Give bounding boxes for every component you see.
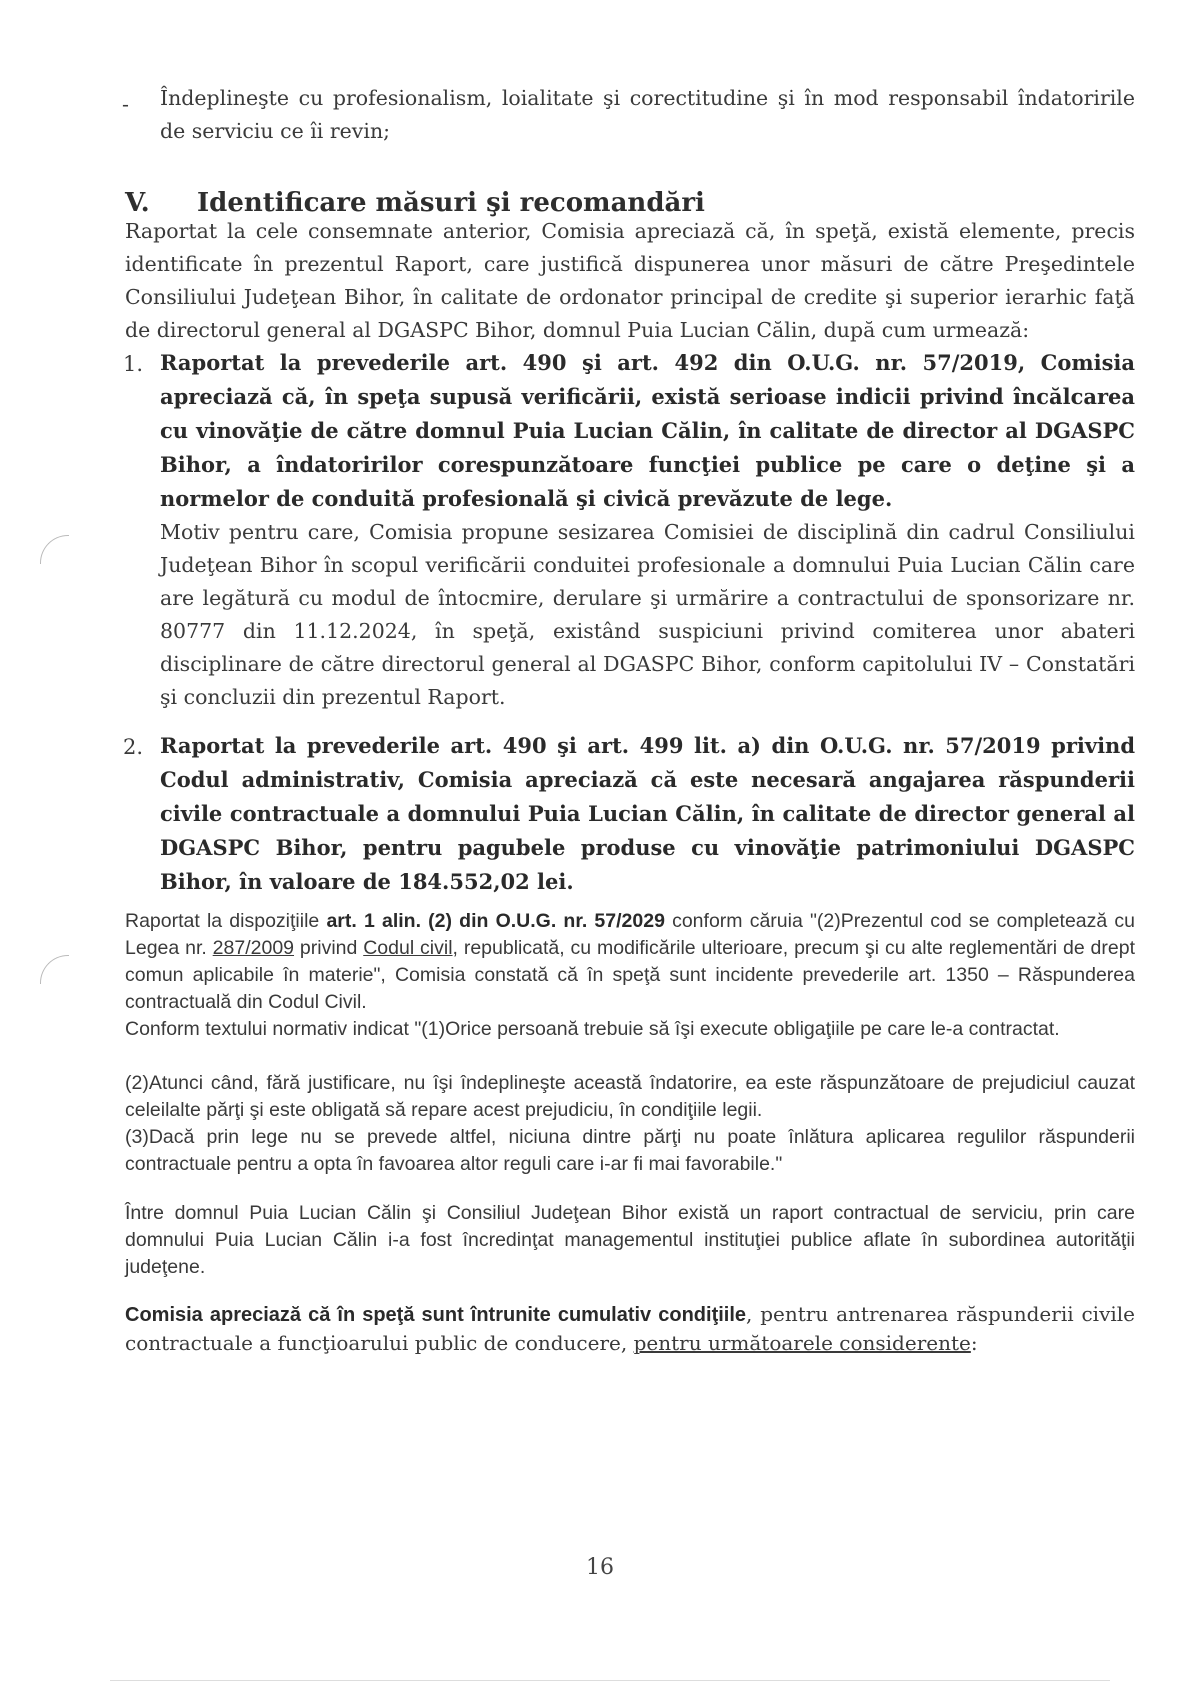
paragraph-conform: Conform textului normativ indicat "(1)Orice persoană trebuie să îşi execute obligaţiile pe care le-a contractat. — [125, 1018, 1060, 1040]
dispozitii-text-4: , republicată, cu modificările ulterioare, precum şi cu alte reglementări de drept comun aplicabile în materie", Comisia constată că în speţă sunt incidente prevederile art. 1350 – Răspunderea contractuală din Codul Civil. — [125, 937, 1136, 1013]
item-2-number: 2. — [123, 735, 144, 759]
item-2-bold-text: Raportat la prevederile art. 490 şi art. 499 lit. a) din O.U.G. nr. 57/2019 privind Codul administrativ, Comisia apreciază că este necesară angajarea răspunderii civile contractuale a domnului Puia Lucian Călin, în calitate de director general al DGASPC Bihor, pentru pagubele produse cu vinovăţie patrimoniului DGASPC Bihor, în valoare de 184.552,02 lei. — [160, 733, 1135, 894]
section-title: Identificare măsuri şi recomandări — [197, 188, 705, 218]
section-heading — [125, 188, 705, 218]
item-1 — [160, 346, 1135, 714]
paragraph-dispozitii — [125, 908, 1135, 1016]
dispozitii-text-2: conform căruia "(2)Prezentul cod se completează cu Legea nr. — [125, 910, 1135, 959]
section-number: V. — [125, 188, 150, 218]
final-text-2: : — [970, 1331, 978, 1355]
codul-civil-link[interactable]: Codul civil — [363, 937, 453, 959]
item-1-number: 1. — [123, 352, 144, 376]
final-text-1: , pentru antrenarea răspunderii civile contractuale a funcţioarului public de conducere, — [125, 1302, 1135, 1355]
item-1-motive-text: Motiv pentru care, Comisia propune sesizarea Comisiei de disciplină din cadrul Consiliului Judeţean Bihor în scopul verificării conduitei profesionale a domnului Puia Lucian Călin care are legătură cu modul de întocmire, derulare şi urmărire a contractului de sponsorizare nr. 80777 din 11.12.2024, în speţă, existând suspiciuni privind comiterea unor abateri disciplinare de către directorul general al DGASPC Bihor, conform capitolului IV – Constatări şi concluzii din prezentul Raport. — [160, 520, 1135, 709]
item-2 — [160, 729, 1135, 899]
dispozitii-text-1: Raportat la dispoziţiile — [125, 910, 327, 932]
scan-artifact — [40, 535, 69, 564]
final-bold-text: Comisia apreciază că în speţă sunt întrunite cumulativ condiţiile — [125, 1304, 747, 1326]
item-1-bold-text: Raportat la prevederile art. 490 şi art. 492 din O.U.G. nr. 57/2019, Comisia apreciază că, în speţa supusă verificării, există serioase indicii privind încălcarea cu vinovăţie de către domnul Puia Lucian Călin, în calitate de director al DGASPC Bihor, a îndatoririlor corespunzătoare funcţiei publice pe care o deţine şi a normelor de conduită profesională şi civică prevăzute de lege. — [160, 350, 1135, 511]
page-bottom-edge — [110, 1680, 1110, 1681]
dispozitii-bold-ref: art. 1 alin. (2) din O.U.G. nr. 57/2029 — [326, 910, 665, 932]
paragraph-alin-3: (3)Dacă prin lege nu se prevede altfel, niciuna dintre părţi nu poate înlătura aplicarea regulilor răspunderii contractuale pentru a opta în favoarea altor reguli care i-ar fi mai favorabile." — [125, 1126, 1135, 1175]
paragraph-alin-2: (2)Atunci când, fără justificare, nu îşi îndeplineşte această îndatorire, ea este răspunzătoare de prejudiciul cauzat celeilalte părţi şi este obligată să repare acest prejudiciu, în condiţiile legii. — [125, 1072, 1135, 1121]
lege-link[interactable]: 287/2009 — [212, 937, 295, 959]
paragraph-final — [125, 1300, 1135, 1357]
bullet-dash: - — [122, 92, 129, 116]
dispozitii-text-3: privind — [294, 937, 364, 959]
bullet-text: Îndeplineşte cu profesionalism, loialitate şi corectitudine şi în mod responsabil îndatoririle de serviciu ce îi revin; — [160, 86, 1135, 143]
page-number: 16 — [586, 1555, 614, 1580]
intro-paragraph: Raportat la cele consemnate anterior, Comisia apreciază că, în speţă, există elemente, precis identificate în prezentul Raport, care justifică dispunerea unor măsuri de către Preşedintele Consiliului Judeţean Bihor, în calitate de ordonator principal de credite şi superior ierarhic faţă de directorul general al DGASPC Bihor, domnul Puia Lucian Călin, după cum urmează: — [125, 219, 1135, 342]
scan-artifact-2 — [40, 955, 69, 984]
paragraph-raport-contractual: Între domnul Puia Lucian Călin şi Consiliul Judeţean Bihor există un raport contractual de serviciu, prin care domnului Puia Lucian Călin i-a fost încredinţat managementul instituţiei publice aflate în subordinea autorităţii judeţene. — [125, 1202, 1135, 1278]
final-underlined-text: pentru următoarele considerente — [633, 1331, 971, 1355]
